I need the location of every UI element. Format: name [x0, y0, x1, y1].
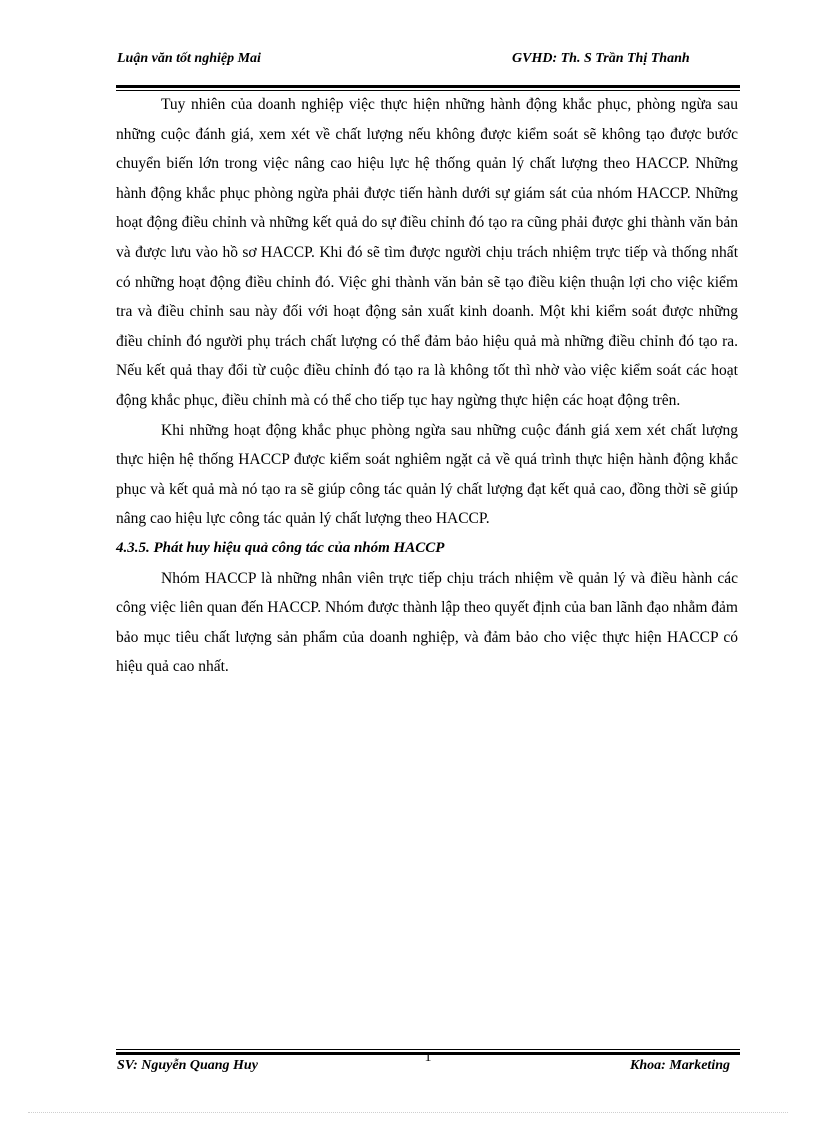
section-heading: 4.3.5. Phát huy hiệu quả công tác của nhóm HACCP	[116, 539, 445, 556]
page-edge-dotted-line	[28, 1112, 788, 1113]
page-number: 1	[424, 1050, 432, 1065]
paragraph-haccp-team: Nhóm HACCP là những nhân viên trực tiếp chịu trách nhiệm về quản lý và điều hành các công việc liên quan đến HACCP. Nhóm được thành lập theo quyết định của ban lãnh đạo nhằm đảm bảo mục tiêu chất lượng sản phẩm của doanh nghiệp, và đảm bảo cho việc thực hiện HACCP có hiệu quả cao nhất.	[116, 569, 738, 676]
footer-student: SV: Nguyễn Quang Huy	[117, 1058, 258, 1073]
page-content	[116, 90, 738, 682]
paragraph-controlled-results: Khi những hoạt động khắc phục phòng ngừa sau những cuộc đánh giá xem xét chất lượng thực hiện hệ thống HACCP được kiểm soát nghiêm ngặt cả về quá trình thực hiện hành động khắc phục và kết quả mà nó tạo ra sẽ giúp công tác quản lý chất lượng đạt kết quả cao, đồng thời sẽ giúp nâng cao hiệu lực công tác quản lý chất lượng theo HACCP.	[116, 421, 738, 528]
paragraph-corrective-actions: Tuy nhiên của doanh nghiệp việc thực hiện những hành động khắc phục, phòng ngừa sau những cuộc đánh giá, xem xét về chất lượng nếu không được kiểm soát sẽ không tạo được bước chuyển biến lớn trong việc nâng cao hiệu lực hệ thống quản lý chất lượng theo HACCP. Những hành động khắc phục phòng ngừa phải được tiến hành dưới sự giám sát của nhóm HACCP. Những hoạt động điều chỉnh và những kết quả do sự điều chỉnh đó tạo ra cũng phải được ghi thành văn bản và được lưu vào hồ sơ HACCP. Khi đó sẽ tìm được người chịu trách nhiệm trực tiếp và thống nhất có những hoạt động điều chỉnh đó. Việc ghi thành văn bản sẽ tạo điều kiện thuận lợi cho việc kiểm tra và điều chỉnh sau này đối với hoạt động sản xuất kinh doanh. Một khi kiểm soát được những điều chỉnh đó người phụ trách chất lượng có thể đảm bảo hiệu quả mà những điều chỉnh đó tạo ra. Nếu kết quả thay đổi từ cuộc điều chỉnh đó tạo ra là không tốt thì nhờ vào việc kiểm soát các hoạt động khắc phục, điều chỉnh mà có thể cho tiếp tục hay ngừng thực hiện các hoạt động trên.	[116, 96, 738, 409]
footer-faculty: Khoa: Marketing	[630, 1058, 730, 1073]
header-advisor: GVHD: Th. S Trần Thị Thanh	[512, 51, 690, 66]
header-thesis-title: Luận văn tốt nghiệp Mai	[117, 51, 261, 66]
